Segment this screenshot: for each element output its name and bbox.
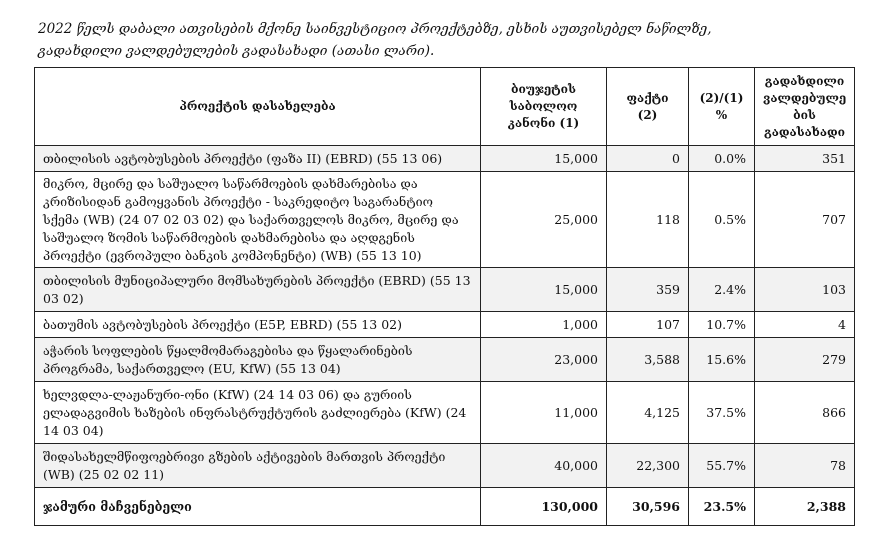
row-budget: 11,000 <box>481 382 607 444</box>
row-actual: 359 <box>607 268 689 312</box>
row-fee: 707 <box>755 172 855 268</box>
total-label: ჯამური მაჩვენებელი <box>35 488 481 526</box>
row-fee: 103 <box>755 268 855 312</box>
row-project-name: ხელვდლა-ლაჟანური-ონი (KfW) (24 14 03 06) და გურიის ელადაგვიმის ხაზების ინფრასტრუქტურის გაძლიერება (KfW) (24 14 03 04) <box>35 382 481 444</box>
row-budget: 15,000 <box>481 146 607 172</box>
row-actual: 22,300 <box>607 444 689 488</box>
table-row <box>35 444 855 488</box>
table-row <box>35 146 855 172</box>
total-row <box>35 488 855 526</box>
row-fee: 78 <box>755 444 855 488</box>
row-budget: 1,000 <box>481 312 607 338</box>
total-actual: 30,596 <box>607 488 689 526</box>
row-fee: 866 <box>755 382 855 444</box>
row-budget: 23,000 <box>481 338 607 382</box>
table-row <box>35 172 855 268</box>
row-actual: 0 <box>607 146 689 172</box>
row-actual: 4,125 <box>607 382 689 444</box>
row-project-name: თბილისის მუნიციპალური მომსახურების პროექტი (EBRD) (55 13 03 02) <box>35 268 481 312</box>
row-ratio: 37.5% <box>689 382 755 444</box>
header-budget: ბიუჯეტის საბოლოო კანონი (1) <box>481 68 607 146</box>
row-budget: 25,000 <box>481 172 607 268</box>
table-caption <box>38 18 838 62</box>
row-project-name: აჭარის სოფლების წყალმომარაგებისა და წყალარინების პროგრამა, საქართველო (EU, KfW) (55 13 04) <box>35 338 481 382</box>
header-row <box>35 68 855 146</box>
row-actual: 3,588 <box>607 338 689 382</box>
row-fee: 351 <box>755 146 855 172</box>
row-project-name: ბათუმის ავტობუსების პროექტი (E5P, EBRD) (55 13 02) <box>35 312 481 338</box>
caption-line-1: 2022 წელს დაბალი ათვისების მქონე საინვესტიციო პროექტებზე, ესხის აუთვისებელ ნაწილზე, <box>38 21 712 37</box>
total-fee: 2,388 <box>755 488 855 526</box>
row-project-name: თბილისის ავტობუსების პროექტი (ფაზა II) (EBRD) (55 13 06) <box>35 146 481 172</box>
total-ratio: 23.5% <box>689 488 755 526</box>
row-ratio: 10.7% <box>689 312 755 338</box>
header-ratio: (2)/(1) % <box>689 68 755 146</box>
caption-line-2: გადახდილი ვალდებულების გადასახადი (ათასი ლარი). <box>38 43 435 59</box>
table-row <box>35 312 855 338</box>
row-actual: 118 <box>607 172 689 268</box>
row-actual: 107 <box>607 312 689 338</box>
row-ratio: 15.6% <box>689 338 755 382</box>
total-budget: 130,000 <box>481 488 607 526</box>
projects-table <box>34 67 855 526</box>
row-ratio: 2.4% <box>689 268 755 312</box>
row-fee: 4 <box>755 312 855 338</box>
row-budget: 40,000 <box>481 444 607 488</box>
header-actual: ფაქტი (2) <box>607 68 689 146</box>
header-fee: გადახდილი ვალდებულე ბის გადასახადი <box>755 68 855 146</box>
row-ratio: 0.5% <box>689 172 755 268</box>
row-fee: 279 <box>755 338 855 382</box>
row-project-name: მიკრო, მცირე და საშუალო საწარმოების დახმარებისა და კრიზისიდან გამოყვანის პროექტი - საკრედიტო საგარანტიო სქემა (WB) (24 07 02 03 02) და საქართველოს მიკრო, მცირე და საშუალო ზომის საწარმოების დახმარებისა და აღდგენის პროექტი (ევროპული ბანკის კომპონენტი) (WB) (55 13 10) <box>35 172 481 268</box>
row-ratio: 0.0% <box>689 146 755 172</box>
table-row <box>35 338 855 382</box>
table-row <box>35 382 855 444</box>
table-row <box>35 268 855 312</box>
header-project-name: პროექტის დასახელება <box>35 68 481 146</box>
row-project-name: შიდასახელმწიფოებრივი გზების აქტივების მართვის პროექტი (WB) (25 02 02 11) <box>35 444 481 488</box>
row-budget: 15,000 <box>481 268 607 312</box>
row-ratio: 55.7% <box>689 444 755 488</box>
